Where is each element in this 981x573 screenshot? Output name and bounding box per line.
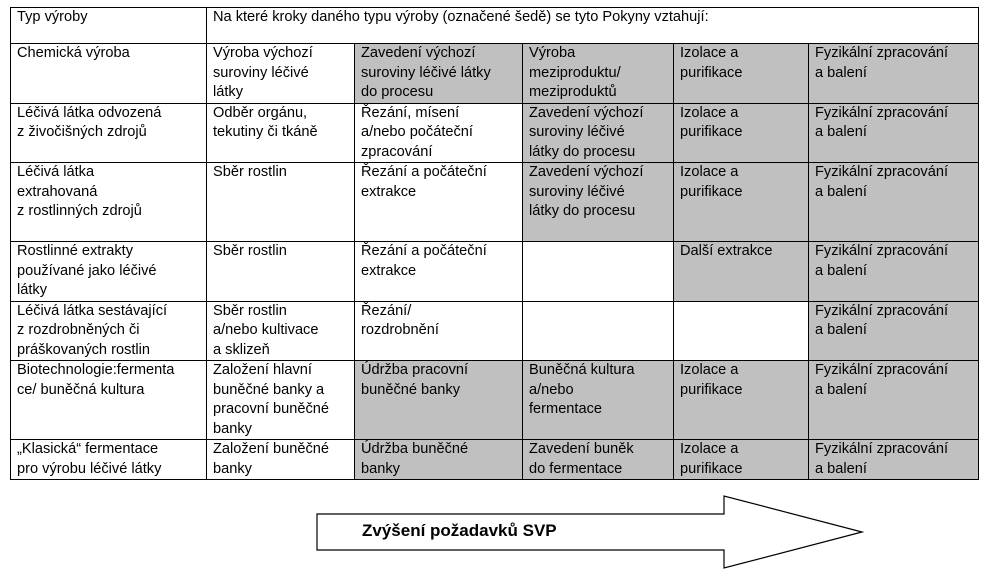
step-label: Izolace a purifikace bbox=[680, 441, 743, 477]
table-row bbox=[11, 163, 979, 242]
production-type-cell bbox=[11, 103, 207, 163]
step-label: Zavedení výchozí suroviny léčivé látky do procesu bbox=[529, 164, 644, 219]
step-label: Buněčná kultura a/nebo fermentace bbox=[529, 362, 635, 417]
production-type-label: „Klasická“ fermentace pro výrobu léčivé látky bbox=[17, 441, 162, 477]
step-label: Izolace a purifikace bbox=[680, 362, 743, 398]
step-cell bbox=[207, 103, 355, 163]
step-cell-shaded bbox=[523, 163, 674, 242]
step-cell bbox=[674, 301, 809, 361]
step-cell bbox=[207, 301, 355, 361]
step-label: Fyzikální zpracování a balení bbox=[815, 164, 949, 200]
step-label: Údržba buněčné banky bbox=[361, 441, 469, 477]
production-type-label: Chemická výroba bbox=[17, 45, 130, 61]
step-label: Řezání/ rozdrobnění bbox=[361, 302, 439, 338]
step-cell bbox=[207, 361, 355, 440]
production-type-cell bbox=[11, 242, 207, 302]
step-label: Řezání a počáteční extrakce bbox=[361, 243, 487, 279]
step-cell bbox=[207, 163, 355, 242]
gmp-requirements-arrow bbox=[316, 495, 864, 569]
step-cell bbox=[207, 242, 355, 302]
step-label: Sběr rostlin bbox=[213, 164, 287, 180]
step-label: Řezání, mísení a/nebo počáteční zpracování bbox=[361, 104, 473, 160]
step-cell-shaded bbox=[355, 361, 523, 440]
step-label: Založení hlavní buněčné banky a pracovní buněčné banky bbox=[213, 362, 330, 437]
step-label: Zavedení výchozí suroviny léčivé látky do procesu bbox=[529, 104, 644, 160]
production-type-label: Léčivá látka sestávající z rozdrobněných či práškovaných rostlin bbox=[17, 302, 168, 358]
step-cell bbox=[207, 44, 355, 104]
step-cell-shaded bbox=[809, 44, 979, 104]
table-header-row bbox=[11, 8, 979, 44]
step-cell-shaded bbox=[809, 242, 979, 302]
production-type-cell bbox=[11, 44, 207, 104]
step-label: Řezání a počáteční extrakce bbox=[361, 164, 487, 200]
header-type-label: Typ výroby bbox=[17, 9, 88, 25]
header-steps-label: Na které kroky daného typu výroby (označené šedě) se tyto Pokyny vztahují: bbox=[213, 9, 709, 25]
table-row bbox=[11, 103, 979, 163]
step-cell bbox=[355, 242, 523, 302]
step-cell-shaded bbox=[809, 440, 979, 480]
production-type-label: Léčivá látka odvozená z živočišných zdrojů bbox=[17, 104, 162, 140]
step-cell-shaded bbox=[523, 103, 674, 163]
arrow-label: Zvýšení požadavků SVP bbox=[362, 521, 557, 540]
step-label: Zavedení buněk do fermentace bbox=[529, 441, 634, 477]
step-label: Zavedení výchozí suroviny léčivé látky do procesu bbox=[361, 45, 491, 100]
step-label: Další extrakce bbox=[680, 243, 773, 259]
step-cell-shaded bbox=[674, 44, 809, 104]
production-type-label: Biotechnologie:fermenta ce/ buněčná kultura bbox=[17, 362, 175, 398]
step-label: Fyzikální zpracování a balení bbox=[815, 243, 949, 279]
step-cell bbox=[523, 242, 674, 302]
step-cell-shaded bbox=[674, 361, 809, 440]
step-label: Výroba meziproduktu/ meziproduktů bbox=[529, 45, 621, 100]
production-type-cell bbox=[11, 163, 207, 242]
step-cell-shaded bbox=[809, 163, 979, 242]
step-label: Odběr orgánu, tekutiny či tkáně bbox=[213, 104, 318, 140]
step-label: Fyzikální zpracování a balení bbox=[815, 302, 949, 338]
step-label: Údržba pracovní buněčné banky bbox=[361, 362, 469, 398]
table-row bbox=[11, 361, 979, 440]
step-cell-shaded bbox=[523, 361, 674, 440]
table-row bbox=[11, 242, 979, 302]
step-cell-shaded bbox=[674, 440, 809, 480]
step-cell-shaded bbox=[523, 44, 674, 104]
step-label: Založení buněčné banky bbox=[213, 441, 330, 477]
step-label: Izolace a purifikace bbox=[680, 45, 743, 81]
step-cell-shaded bbox=[674, 103, 809, 163]
step-label: Fyzikální zpracování a balení bbox=[815, 45, 949, 81]
production-type-cell bbox=[11, 440, 207, 480]
header-steps-cell bbox=[207, 8, 979, 44]
step-cell-shaded bbox=[809, 301, 979, 361]
step-label: Sběr rostlin a/nebo kultivace a sklizeň bbox=[213, 302, 319, 358]
step-cell-shaded bbox=[355, 44, 523, 104]
header-type-cell bbox=[11, 8, 207, 44]
step-cell-shaded bbox=[674, 163, 809, 242]
gmp-steps-table bbox=[10, 7, 979, 480]
production-type-label: Léčivá látka extrahovaná z rostlinných zdrojů bbox=[17, 164, 142, 219]
step-cell-shaded bbox=[674, 242, 809, 302]
production-type-cell bbox=[11, 301, 207, 361]
table-row bbox=[11, 440, 979, 480]
step-label: Výroba výchozí suroviny léčivé látky bbox=[213, 45, 313, 100]
step-cell-shaded bbox=[809, 103, 979, 163]
table-row bbox=[11, 301, 979, 361]
step-label: Fyzikální zpracování a balení bbox=[815, 362, 949, 398]
step-label: Sběr rostlin bbox=[213, 243, 287, 259]
step-cell bbox=[355, 103, 523, 163]
step-cell bbox=[523, 301, 674, 361]
step-cell bbox=[355, 163, 523, 242]
step-cell-shaded bbox=[809, 361, 979, 440]
step-cell-shaded bbox=[355, 440, 523, 480]
production-type-label: Rostlinné extrakty používané jako léčivé látky bbox=[17, 243, 157, 298]
step-label: Fyzikální zpracování a balení bbox=[815, 104, 949, 140]
step-cell bbox=[355, 301, 523, 361]
step-label: Izolace a purifikace bbox=[680, 164, 743, 200]
table-row bbox=[11, 44, 979, 104]
step-cell bbox=[207, 440, 355, 480]
production-type-cell bbox=[11, 361, 207, 440]
step-cell-shaded bbox=[523, 440, 674, 480]
step-label: Fyzikální zpracování a balení bbox=[815, 441, 949, 477]
step-label: Izolace a purifikace bbox=[680, 104, 743, 140]
